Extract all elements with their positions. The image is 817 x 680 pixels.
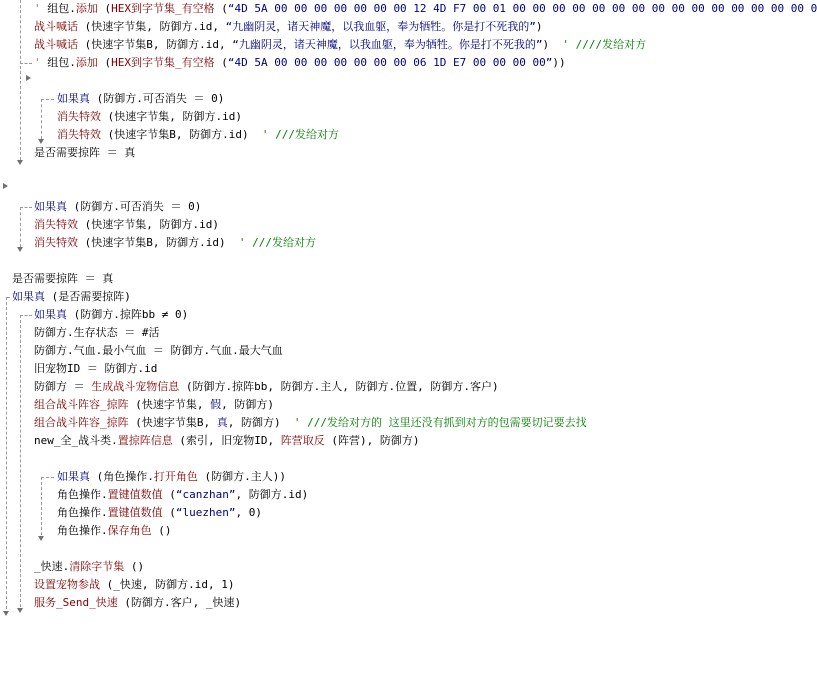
code-token: (快速字节集, 防御方.id, xyxy=(78,20,226,33)
code-token: 如果真 xyxy=(12,290,45,303)
code-token: (快速字节集, xyxy=(128,398,211,411)
code-token: 组合战斗阵容_掠阵 xyxy=(34,416,129,429)
code-token: 阵营取反 xyxy=(280,434,325,447)
code-token: (防御方.可否消失 ＝ 0) xyxy=(67,200,202,213)
code-token: “luezhen” xyxy=(175,506,236,519)
code-token: (防御方.客户, _快速) xyxy=(117,596,242,609)
fold-guide xyxy=(20,207,21,247)
fold-arrow-icon[interactable] xyxy=(3,611,9,616)
code-line[interactable] xyxy=(57,468,286,486)
code-token: 置键值数值 xyxy=(107,506,163,519)
code-token: 防御方.气血.最小气血 ＝ 防御方.气血.最大气血 xyxy=(34,344,283,357)
code-line[interactable] xyxy=(34,432,419,450)
code-line[interactable] xyxy=(34,36,646,54)
code-token: ) xyxy=(535,20,543,33)
code-token: “4D 5A 00 00 00 00 00 00 00 06 1D E7 00 00 00 00” xyxy=(227,56,553,69)
code-token: 角色操作. xyxy=(57,506,108,519)
code-token: 是否需要掠阵 ＝ 真 xyxy=(34,146,136,159)
fold-arrow-icon[interactable] xyxy=(17,247,23,252)
code-token: ' ///发给对方 xyxy=(238,236,316,249)
code-token: 是否需要掠阵 ＝ 真 xyxy=(12,272,114,285)
code-token: 置键值数值 xyxy=(107,488,163,501)
code-token: 置掠阵信息 xyxy=(117,434,173,447)
code-line[interactable] xyxy=(34,594,241,612)
code-token: (快速字节集B, 防御方.id) xyxy=(101,128,262,141)
code-token: (快速字节集, 防御方.id) xyxy=(78,218,219,231)
code-token: , 防御方) xyxy=(221,398,274,411)
code-token: HEX到字节集_有空格 xyxy=(111,2,215,15)
code-token: 打开角色 xyxy=(153,470,198,483)
code-line[interactable] xyxy=(34,576,234,594)
code-token: _快速. xyxy=(34,560,70,573)
code-token: (快速字节集B, 防御方.id) xyxy=(78,236,239,249)
code-token: , 防御方.id) xyxy=(235,488,309,501)
code-token: ( xyxy=(214,56,228,69)
code-line[interactable] xyxy=(34,378,499,396)
code-token: 生成战斗宠物信息 xyxy=(91,380,180,393)
code-token: (防御方.掠阵bb ≠ 0) xyxy=(67,308,189,321)
code-token: 组包. xyxy=(47,56,76,69)
code-token: ( xyxy=(162,506,176,519)
code-token: “canzhan” xyxy=(175,488,236,501)
code-token: ( xyxy=(162,488,176,501)
code-line[interactable] xyxy=(34,306,188,324)
code-token: (快速字节集B, xyxy=(128,416,217,429)
code-line[interactable] xyxy=(12,288,131,306)
code-token: 消失特效 xyxy=(57,128,101,141)
code-token: (快速字节集B, 防御方.id, xyxy=(78,38,233,51)
fold-arrow-icon[interactable] xyxy=(38,536,44,541)
code-line[interactable] xyxy=(34,198,201,216)
code-token: )) xyxy=(552,56,566,69)
code-token: (_快速, 防御方.id, 1) xyxy=(100,578,235,591)
code-token: 防御方.生存状态 ＝ #活 xyxy=(34,326,160,339)
code-token: ' ////发给对方 xyxy=(562,38,647,51)
fold-guide xyxy=(6,297,7,609)
code-token: 角色操作. xyxy=(57,524,108,537)
code-line[interactable] xyxy=(57,90,224,108)
code-line[interactable] xyxy=(34,144,135,162)
fold-guide xyxy=(6,297,10,298)
code-token: , 防御方) xyxy=(227,416,294,429)
code-token: (索引, 旧宠物ID, xyxy=(172,434,281,447)
code-token: ' ///发给对方 xyxy=(261,128,339,141)
code-token: “九幽阴灵，诸天神魔，以我血躯，奉为牺牲。你是打不死我的” xyxy=(232,38,543,51)
fold-guide xyxy=(20,63,32,64)
code-token: (防御方.可否消失 ＝ 0) xyxy=(90,92,225,105)
code-token: 消失特效 xyxy=(34,236,78,249)
code-line[interactable] xyxy=(12,270,113,288)
code-line[interactable] xyxy=(34,360,157,378)
code-token: () xyxy=(151,524,172,537)
code-line[interactable] xyxy=(34,414,587,432)
code-token: 防御方 ＝ xyxy=(34,380,92,393)
code-line[interactable] xyxy=(34,216,219,234)
code-token: 添加 xyxy=(75,2,98,15)
fold-marker-icon[interactable] xyxy=(26,75,31,81)
code-token: 真 xyxy=(216,416,228,429)
code-token: 消失特效 xyxy=(34,218,78,231)
code-token: 旧宠物ID ＝ 防御方.id xyxy=(34,362,158,375)
code-line[interactable] xyxy=(57,486,308,504)
code-token: (角色操作. xyxy=(90,470,154,483)
code-line[interactable] xyxy=(34,558,144,576)
fold-guide xyxy=(20,0,21,160)
fold-guide xyxy=(41,477,54,478)
code-token: ( xyxy=(97,56,112,69)
code-token: ' xyxy=(34,2,48,15)
code-token: 战斗喊话 xyxy=(34,20,78,33)
code-line[interactable] xyxy=(57,108,242,126)
code-token: “九幽阴灵，诸天神魔，以我血躯，奉为牺牲。你是打不死我的” xyxy=(225,20,536,33)
code-token: new_全_战斗类. xyxy=(34,434,118,447)
code-line[interactable] xyxy=(57,126,339,144)
code-token: (阵营), 防御方) xyxy=(324,434,420,447)
fold-arrow-icon[interactable] xyxy=(17,608,23,613)
fold-guide xyxy=(20,315,32,316)
code-token: (快速字节集, 防御方.id) xyxy=(101,110,242,123)
fold-guide xyxy=(20,207,32,208)
code-token: HEX到字节集_有空格 xyxy=(111,56,215,69)
code-token: 清除字节集 xyxy=(69,560,125,573)
code-token: ' xyxy=(34,56,48,69)
code-token: 组合战斗阵容_掠阵 xyxy=(34,398,129,411)
code-token: 组包. xyxy=(47,2,76,15)
fold-marker-icon[interactable] xyxy=(3,183,8,189)
code-line[interactable] xyxy=(34,54,566,72)
fold-guide xyxy=(20,315,21,607)
fold-guide xyxy=(41,99,42,139)
code-token: ) xyxy=(542,38,563,51)
code-token: “4D 5A 00 00 00 00 00 00 00 12 4D F7 00 01 00 00 00 00 00 00 00 00 00 00 00 00 00 00 00 0 xyxy=(227,2,817,15)
fold-guide xyxy=(41,477,42,535)
code-line[interactable] xyxy=(34,18,542,36)
fold-arrow-icon[interactable] xyxy=(17,160,23,165)
code-line[interactable] xyxy=(57,522,172,540)
code-token: 设置宠物参战 xyxy=(34,578,100,591)
code-line[interactable] xyxy=(34,0,817,18)
code-token: (防御方.掠阵bb, 防御方.主人, 防御方.位置, 防御方.客户) xyxy=(179,380,499,393)
code-token: 保存角色 xyxy=(107,524,152,537)
code-line[interactable] xyxy=(57,504,262,522)
code-token: (是否需要掠阵) xyxy=(45,290,131,303)
code-token: 战斗喊话 xyxy=(34,38,78,51)
code-token: 添加 xyxy=(75,56,98,69)
code-token: 角色操作. xyxy=(57,488,108,501)
code-token: 如果真 xyxy=(34,308,67,321)
code-token: 如果真 xyxy=(34,200,67,213)
code-token: 消失特效 xyxy=(57,110,101,123)
code-line[interactable] xyxy=(34,396,274,414)
code-token: ' ///发给对方的 这里还没有抓到对方的包需要切记要去找 xyxy=(293,416,587,429)
code-token: 服务_Send_快速 xyxy=(34,596,118,609)
code-line[interactable] xyxy=(34,342,283,360)
code-token: 假 xyxy=(210,398,222,411)
code-line[interactable] xyxy=(34,324,160,342)
code-token: (防御方.主人)) xyxy=(197,470,286,483)
code-line[interactable] xyxy=(34,234,316,252)
code-token: 如果真 xyxy=(57,92,90,105)
fold-guide xyxy=(41,99,54,100)
code-token: 如果真 xyxy=(57,470,90,483)
code-token: ( xyxy=(97,2,112,15)
code-token: ( xyxy=(214,2,228,15)
code-token: , 0) xyxy=(235,506,262,519)
code-token: () xyxy=(124,560,145,573)
